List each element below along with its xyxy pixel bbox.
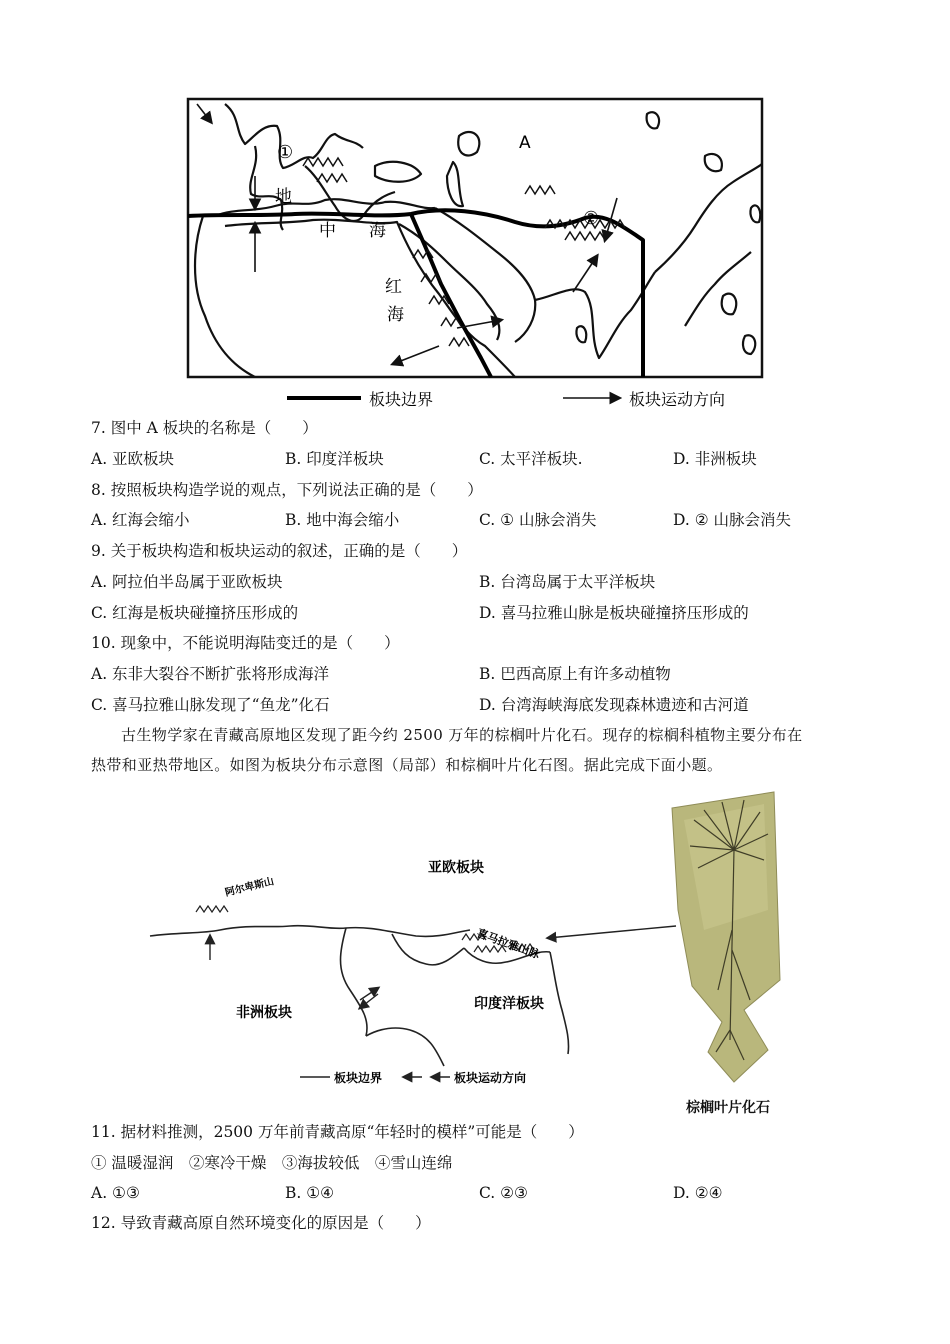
q10-option-b: B. 巴西高原上有许多动植物	[479, 665, 671, 683]
label-mountain-1: ①	[277, 142, 294, 163]
q10-option-c: C. 喜马拉雅山脉发现了“鱼龙”化石	[91, 696, 330, 714]
movement-arrows	[197, 104, 617, 364]
q8-option-b: B. 地中海会缩小	[285, 511, 400, 529]
legend-direction-text-2: 板块运动方向	[454, 1071, 527, 1085]
q9-option-b: B. 台湾岛属于太平洋板块	[479, 573, 656, 591]
q9-stem: 9. 关于板块构造和板块运动的叙述，正确的是（ ）	[91, 542, 468, 560]
q9-option-a: A. 阿拉伯半岛属于亚欧板块	[91, 573, 283, 591]
q9-option-c: C. 红海是板块碰撞挤压形成的	[91, 604, 299, 622]
q10-option-d: D. 台湾海峡海底发现森林遗迹和古河道	[479, 696, 749, 714]
legend-boundary-text: 板块边界	[369, 390, 434, 409]
movement-arrows-2	[210, 926, 676, 1008]
plate-map-2	[140, 840, 680, 1090]
label-di: 地	[275, 187, 292, 207]
label-hai-2: 海	[387, 305, 404, 325]
q11-option-d: D. ②④	[673, 1184, 723, 1202]
mountain-symbols	[303, 158, 625, 346]
q7-option-a: A. 亚欧板块	[91, 450, 175, 468]
q8-option-a: A. 红海会缩小	[91, 511, 190, 529]
q11-option-c: C. ②③	[479, 1184, 528, 1202]
q8-option-d: D. ② 山脉会消失	[673, 511, 792, 529]
q11-option-a: A. ①③	[91, 1184, 140, 1202]
label-himalaya: 喜马拉雅山脉	[474, 926, 542, 962]
label-plate-a: A	[519, 133, 531, 153]
plate-map-1	[185, 96, 765, 412]
label-africa-plate: 非洲板块	[236, 1005, 292, 1021]
q8-option-c: C. ① 山脉会消失	[479, 511, 597, 529]
q11-stem: 11. 据材料推测，2500 万年前青藏高原“年轻时的模样”可能是（ ）	[91, 1123, 584, 1141]
label-zhong: 中	[319, 221, 336, 241]
q11-choices: ① 温暖湿润 ②寒冷干燥 ③海拔较低 ④雪山连绵	[91, 1154, 453, 1172]
label-mountain-2: ②	[583, 208, 600, 229]
legend-boundary-text-2: 板块边界	[334, 1071, 383, 1085]
passage-line-1: 古生物学家在青藏高原地区发现了距今约 2500 万年的棕榈叶片化石。现存的棕榈科植物主要分布在	[121, 726, 803, 744]
passage-line-2: 热带和亚热带地区。如图为板块分布示意图（局部）和棕榈叶片化石图。据此完成下面小题。	[91, 756, 723, 774]
material-passage	[91, 720, 861, 780]
q11-option-b: B. ①④	[285, 1184, 335, 1202]
label-alps: 阿尔卑斯山	[224, 876, 276, 899]
label-eurasia-plate: 亚欧板块	[428, 860, 484, 876]
q7-option-d: D. 非洲板块	[673, 450, 757, 468]
fossil-caption: 棕榈叶片化石	[686, 1100, 770, 1116]
label-hong: 红	[385, 277, 402, 297]
q7-stem: 7. 图中 A 板块的名称是（ ）	[91, 419, 318, 437]
q8-stem: 8. 按照板块构造学说的观点，下列说法正确的是（ ）	[91, 481, 483, 499]
q7-option-c: C. 太平洋板块.	[479, 450, 583, 468]
label-indian-plate: 印度洋板块	[474, 996, 544, 1012]
q7-option-b: B. 印度洋板块	[285, 450, 384, 468]
palm-leaf-fossil-image	[664, 790, 784, 1085]
q10-option-a: A. 东非大裂谷不断扩张将形成海洋	[91, 665, 330, 683]
q10-stem: 10. 现象中，不能说明海陆变迁的是（ ）	[91, 634, 400, 652]
legend-direction-text: 板块运动方向	[629, 390, 726, 409]
q9-option-d: D. 喜马拉雅山脉是板块碰撞挤压形成的	[479, 604, 749, 622]
label-hai: 海	[369, 221, 386, 241]
q12-stem: 12. 导致青藏高原自然环境变化的原因是（ ）	[91, 1214, 431, 1232]
map-frame	[188, 99, 762, 377]
